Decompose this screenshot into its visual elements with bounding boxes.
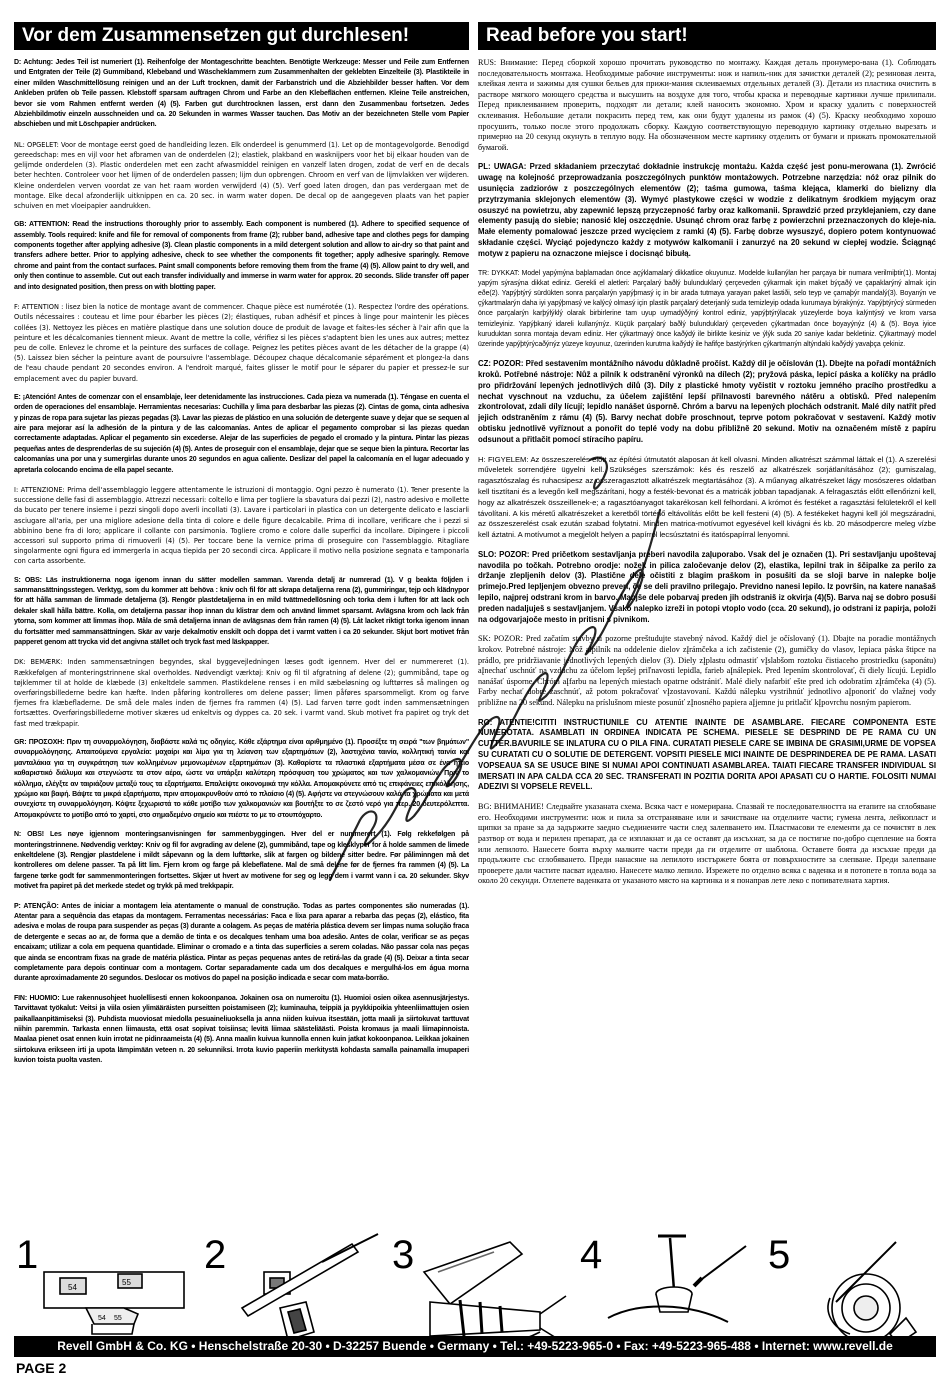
svg-text:55: 55 (114, 1315, 122, 1322)
svg-text:54: 54 (98, 1315, 106, 1322)
svg-text:3: 3 (392, 1233, 415, 1277)
instruction-paragraph: RO: ATENTIE!CITITI INSTRUCTIUNILE CU ATENTIE INAINTE DE ASAMBLARE. FIECARE COMPONENTA ESTE NUMEROTATA. ASAMBLATI IN ORDINEA INDICATA PE SCHEMA. PIESELE SE DESPRIND DE PE RAMA CU UN CUTTER.BAVURILE SE INLATURA CU O PILA FINA. CURATATI PIESELE CARE SE IMBINA DE GRASIMI,URME DE VOPSEA SU CURATATI CU O SOLUTIE DE DETERGENT. VOPSITI PIESELE MICI INAINTE DE DESPRINDEREA DE PE RAMA. LASATI VOPSEAUA SA SE USUCE BINE SI NUMAI APOI CONTINUATI ASAMBLAREA. TAIATI FIECARE TRANSFER INDIVIDUAL SI IMERSATI IN APA CALDA CCA 20 SEC. TRANSFERATI IN POZITIA DORITA APOI APASATI CU O HARTIE. FOLOSITI NUMAI ADEZIVI SI VOPSELE REVELL. (478, 717, 936, 792)
right-column-instructions (478, 58, 936, 1208)
instruction-paragraph: I: ATTENZIONE: Prima dell'assemblaggio leggere attentamente le istruzioni di montaggio. Ogni pezzo è numerato (1). Tener presente la successione delle fasi di assemblaggio. Attrezzi necessari: coltello e lima per togliere la sbavatura dai pezzi (2), nastro adesivo e mollette da bucato per tenere insieme i pezzi singoli dopo averli incollati (3). Lavare i particolari in plastica con un detergente delicato e lasciarli asciugare all'aria, per una migliore adesione della tinta di colore e delle figure decalcabile. Prima di incollare, verificare che i pezzi si abbinino bene fra di loro; applicare il collante con parsimonia. Togliere cromo e colore dalle superfici da incollare. Dipingere i piccoli accessori sul supporto prima di rimuoverli (4) (5). Per toccare bene la vernice prima di proseguire con l'assemblaggio. Ritagliare singolarmente ogni figura ed immergerla in acqua tiepida per 20 secondi circa. Applicare il motivo nella posizione segnata e tamponarla con carta assorbente. (14, 485, 469, 566)
instruction-paragraph: D: Achtung: Jedes Teil ist numeriert (1). Reihenfolge der Montageschritte beachten. Benötigte Werkzeuge: Messer und Feile zum Entfernen und Entgraten der Teile (2) Gummiband, Klebeband und Wäscheklammern zum Zusammenhalten der geklebten Einzelteile (3). Plastikteile in einer milden Waschmittellösung reinigen und an der Luft trocknen, damit der Farbanstrich und die Abziehbilder besser haften. Vor dem Ankleben prüfen ob Teile passen. Klebstoff sparsam auftragen Chrom und Farbe an den Klebeflächen entfernen. Kleine Teile anstreichen, bevor sie vom Rahmen entfernt werden (4) (5). Farben gut durchtrocknen lassen, erst dann den Zusammenbau fortsetzen. Jedes Abziehbildmotiv einzeln ausschneiden und ca. 20 Sekunden in warmes Wasser tauchen. Das Motiv an der bezeichneten Stelle vom Papier abschieben und mit Löschpapier andrücken. (14, 59, 469, 129)
clamped-glued-parts-icon (390, 1232, 570, 1348)
svg-text:55: 55 (122, 1278, 131, 1287)
step-2 (202, 1232, 382, 1348)
step-1 (14, 1232, 194, 1348)
svg-text:2: 2 (204, 1233, 227, 1277)
instruction-paragraph: N: OBS! Les nøye igjennom monteringsanvisningen før sammenbyggingen. Hver del er nummerert (1). Følg rekkefølgen på monteringstrinnene. Nødvendig verktøy: Kniv og fil for avgrading av delene (2), gummibånd, tape og klesklyper for å holde sammen de limede enkeltdelene (3). Rengjør plastdelene i mildt såpevann og la dem lufttørke, slik at fargen og bildene sitter bedre. Før påliminngen må det kontrolleres om delene passer. Ta på litt lim. Fjern krom og farge på klebeflatene. Mal de små delene før de fjernes fra rammen (4) (5). La fargene tørke godt før sammenmonteringen fortsettes. Skjær ut hvert av motivene for seg og legg dem i varmt vann i ca. 20 sekunder. Skyv motivet fra papiret på det merkede stedet og trykk på med trekkpapir. (14, 831, 469, 891)
instruction-paragraph: TR: DYKKAT: Model yapýmýna baþlamadan önce açýklamalarý dikkatlice okuyunuz. Modelde kullanýlan her parçaya bir numara verilmiþtir(1). Montaj yapým sýrasýna dikkat ediniz. Gerekli el aletleri: Parçalarý baðlý bulunduklarý çerçeveden çýkarmak için maket býçaðý ve çapaklarýný almak için eðe(2). Yapýþtýrý sürdükten sonra parçalarýn yapýþmasý iç in bir arada tutmaya yarayan paket lastiði, selo teyp ve çamaþýr mandalý(3). Boyanýn ve çýkartmalarýn daha iyi yapýþmasý ve kalýcý olmasý için plastik parçalarý deterjanlý suda temizleyip odada kurumaya býrakýnýz. Yapýþtýrýcý sürmeden önce parçalarýn karþýlýklý olarak birbirlerine tam uyup uymadýðýný kontrol ediniz, yapýþtýrýlacak yüzeylerde boya kalýntýsý ve krom varsa temizleyiniz. Yapýþkaný idareli kullanýnýz. Küçük parçalarý baðlý bulunduklarý çerçeveden çýkartmadan önce boyayýnýz (4) & (5). Boya iyice kuruduktan sonra montaja devam ediniz. Her çýkartmayý önce kaðýdý ile birlikte kesiniz ve ýlýk suda 20 saniye kadar bekletiniz. Çýkartmayý model üzerinde yapýþtýrýcaðýnýz yüzeye koyunuz, üzerinden kurutma kaðýdý ile hafifçe bastýrýrken çýkartmanýn altýndaki kaðýdý yavaþça çekiniz. (478, 269, 936, 348)
instruction-paragraph: E: ¡Atención! Antes de comenzar con el ensamblaje, leer detenidamente las instrucciones. Cada pieza va numerada (1). Téngase en cuenta el orden de operaciones del ensamblaje. Herramientas necesarias: Cuchilla y lima para desbarbar las piezas (2). Cintas de goma, cinta adhesiva y pinzas de ropa para sujetar las piezas pegadas (3). Lavar las piezas de plástico en una solución de detergente suave y dejar que se sequen al aire para mejorar así la adhesión de la pintura y de las calcomanías. Antes de aplicar el pegamento comprobar si las piezas quedan correctamente adaptadas. Aplicar el pegamento sin excederse. Alejar de las superficies de pegado el cromado y la pintura. Pintar las piezas pequeñas antes de desprenderlas de su sujeción (4) (5). Antes de proseguir con el ensamblaje, dejar que se seque bien la pintura. Recortar las calcomanías una por una y sumergirlas durante unos 20 segundos en agua caliente. Deslizar del papel la calcomanía en el lugar adecuado y apretarla colocando encima de ella papel secante. (14, 393, 469, 474)
instruction-paragraph: FIN: HUOMIO: Lue rakennusohjeet huolellisesti ennen kokoonpanoa. Jokainen osa on numeroitu (1). Huomioi osien oikea asennusjärjestys. Tarvittavat työkalut: Veitsi ja viila osien ylimääräisten purseitten poistamiseen (2); kuminauha, teippiä ja pyykkipoikia yhteenliimattujen osien paikallaanpitämiseksi (3). Puhdista muoviosat miedolla pesuaineliuoksella ja anna niiden kuivua itsestään, jotta maali ja siirtokuvat tarttuvat niihin paremmin. Tarkasta ennen liimausta, että osat sopivat toisiinsa; levitä liimaa säästeliäästi. Poista kromaus ja maali liimapinnoista. Maalaa pienet osat ennen kuin irrotat ne pidinraameista (4) (5). Anna maalin kuivua kunnolla ennen kuin jatkat kokoonpanoa. Leikkaa jokainen siirtokuva erikseen irti ja upota lämpimään veteen n. 20 sekunniksi. Irrota kuvio paperiin merkitystä kohdasta samalla painamalla imupaperi kuvion toista puolta vasten. (14, 994, 469, 1065)
applying-decal-icon (766, 1232, 946, 1348)
step-5 (766, 1232, 946, 1348)
page-number: PAGE 2 (16, 1360, 67, 1376)
instruction-paragraph: P: ATENÇÃO: Antes de iniciar a montagem leia atentamente o manual de construção. Todas as partes componentes são numeradas (1). Atentar para a sequência das etapas da montagem. Ferramentas necessárias: Faca e lixa para aparar a rebarba das peças (2), elástico, fita adesiva e molas de roupa para suspender as peças (3) durante a colagem. As peças de matéria plástica devem ser limpas numa solução fraca de detergente e secas ao ar, de forma que a demão de tinta e os decalques tenham uma boa adesão. Antes de colar, verificar se as peças encaixam; utilizar a cola em pequena quantidade. Eliminar o cromado e a tinta das superfícies a serem coladas. Não passar cola nas peças que ainda se encontram fixas na grade de matéria plástica. Pintar as peças pequenas antes de retirá-las da grade (4) (5). Deixar a tinta secar completamente para depois continuar com a montagem. Cortar separadamente cada um dos decalques e mergulhá-los em água morna durante aproximadamente 20 segundos. Deslocar os motivos do papel na posição indicada e secar com mata-borrão. (14, 902, 469, 983)
knife-and-file-icon (202, 1232, 382, 1348)
assembly-steps-illustrations (14, 1232, 936, 1348)
left-column-instructions (14, 58, 469, 1208)
instruction-paragraph: S: OBS: Läs instruktionerna noga igenom innan du sätter modellen samman. Varenda detalj är numrerad (1). V g beakta följden i sammansättningsstegen. Verktyg, som du kommer att behöva : kniv och fil för att skrapa detaljerna rena (2), gummiringar, tejp och klädnypor för att hålla samman de limmade detaljerna (3). Rengör plastdetaljerna in en mild tvättmedellösning och torka dem i luften för att lack och dekaler skall hålla bättre. Kolla, om detaljerna passar ihop innan du klistrar dem och använd limmet sparsamt. Avlägsna krom och lack från ytorna, som kommer att limmas ihop. Måla de små detaljerna innan de avlägsnas dem från ramen (4) (5). Låt lacket riktigt torka igenom innan du fortsätter med sammansättningen. Skär av varje dekalmotiv enskilt och doppa det i varmt vatten i ca 20 sekunder. Skjut bort motivet från papperet genom att trycka vid det angivna stället och tryck fast med läskpapper. (14, 576, 469, 647)
instruction-paragraph: SK: POZOR: Pred začatím stavby si pozorne preštudujte stavebný návod. Každý diel je očíslovaný (1). Dbajte na poradie montážnych krokov. Potrebné nástroje: Nôž alpilník na oddelenie dielov zĮrámčeka a ich začistenie (2), gumičky do vlasov, lepiaca páska štipce na prádlo, pre pridržiavanie jednotlivých lepených dielov (3). Diely zĮplastu odmastiť vĮslabšom roztoku čistiaceho prostriedku (saponátu) aĮnechať uschnúť na vzduchu za účelom lepšej priľnavosti lepidla, farieb aĮnálepiek. Pred lepením skontrolovať, či diely lícujú. Lepidlo nanášať úsporne. Chróm aĮfarbu na lepených miestach opatrne odstrániť. Malé diely nafarbiť ešte pred ich odobratím zĮrámčeka (4) (5). Farby nechať dobre zaschnúť, až potom pokračovať vĮzostavovaní. Každú nálepku vystrihnúť jednotlivo aĮponoriť do vlažnej vody približne na 20 sekúnd. Nálepku na príslušnom mieste posunúť zĮnosného papiera aĮjemne ju pritlačiť kĮpovrchu nosným papierom. (478, 634, 936, 708)
instruction-paragraph: F: ATTENTION : lisez bien la notice de montage avant de commencer. Chaque pièce est numérotée (1). Respectez l'ordre des opérations. Outils nécessaires : couteau et lime pour ébarber les pièces (2); élastiques, ruban adhésif et pinces à linge pour maintenir les pièces collées (3). Nettoyez les pièces en matière plastique dans une solution douce de produit de lavage et faites-les sécher à l'air afin que la peinture et les décalcomanies tiennent mieux. Avant de mettre la colle, vérifiez si les pièces s'adaptent bien les unes aux autres; mettez peu de colle. Enlevez le chrome et la peinture des surfaces de collage. Peignez les petites pièces avant de les détacher de la grappe (4)(5). Laissez bien sécher la peinture avant de poursuivre l'assemblage. Découpez chaque décalcomanie séparément et plongez-la dans de l'eau chaude pendant 20 secondes environ. A l'endroit marqué, faites glisser le motif pour le séparer du papier et pressez-le sur emplacement avec du papier buvard. (14, 303, 469, 383)
instruction-paragraph: RUS: Внимание: Перед сборкой хорошо прочитать руководство по монтажу. Каждая деталь пронумеро-вана (1). Соблюдать последовательность монтажа. Необходимые рабочие инструменты: нож и напиль-ник для зачистки деталей (2); резиновая лента, клейкая лента и зажимы для сушки бельев для прижи-мания склеиваемых отдельных деталей (3). Детали из пластика очистить в растворе мягкого моющего средства и высушить на воздухе для того, чтобы краска и переводные картинки лучше прилипали. Перед приклеиванием проверить, подходят ли детали; клей наносить экономно. Хром и краску удалить с поверхностей склеивания. Небольшие детали покрасить перед тем, как они будут удалены из рамок (4) (5). Краску необходимо хорошо просушить, только после этого продолжать сборку. Каждую соответствующую переводную картинку отдельно вырезать и примерно на 20 секунд окунуть в теплую воду. На обозначенном месте картинку отделить от бумаги и прижать промокательной бумагой. (478, 58, 936, 152)
instruction-paragraph: H: FIGYELEM: Az összeszerelés előtt az építési útmutatót alaposan át kell olvasni. Minden alkatrészt számmal láttak el (1). A szerelési műveletek sorrendjére ügyelni kell. Szükséges szerszámok: kés és reszelő az alkatrészek sorjátlanításához (2); gumiszalag, ragasztószalag és ruhacsipesz az összeragasztott alkatrészek megtartásához (3). A műanyag alkatrészeket lágy mosószeres oldatban kell tisztítani és a levegőn kell megszárítani, hogy a festék-bevonat és a matricák jobban tapadjanak. A felragasztás előtt ellenőrizni kell, hogy az alkatrészek összeillenek-e; a ragasztóanyagot takarékosan kell felhordani. A krómot és festéket a ragasztási felületekről el kell távolítani. A kis méretű alkatrészeket a keretből történő eltávolítás előtt be kell festeni (4) (5). A festékeket hagyni kell jól megszáradni, az összeszerelést csak ezután szabad folytatni. Minden matrica-motívumot egyesével kell kivágni és kb. 20 másodpercre meleg vízbe kell áztatni. A motívumot a megjelölt helyen a papírról lecsúsztatni és itatóspapírral lenyomni. (478, 454, 936, 540)
header-left-title: Vor dem Zusammensetzen gut durchlesen! (14, 22, 469, 50)
svg-text:4: 4 (580, 1233, 603, 1277)
numbered-parts-frame-icon (14, 1232, 194, 1348)
instruction-paragraph: BG: ВНИМАНИЕ! Следвайте указаната схема. Всяка част е номерирана. Спазвай те последователността на етапите на сглобяване его. Необходими инструменти: нож и пила за отстраняване или и зачистване на отделните части; гумена лента, лейкопласт и щипки за пране за да задържите заедно съединените части след залепването им. Пластмасови те елементи да се почистят в лек разтвор от вода и перилен препарат, да се изплакнат и да се оставят да изсъхнат, за да се постигне по-добро сцепление на боята или лепилото. Нанесете боята върху малките части преди да ги отделите от шаблона. Оставете боята да изсъхне преди да продължите със сглобяването. Преди нанасяне на лепилото изстържете боята от повърхностите за слепване. Преди залепване проверете дали частите пасват идеално. Нанесете малко лепило. Изрежете по отделно всяка с ваденка и я потопете в топла вода за около 20 секунди. Отлепете ваденката от указаното място на картинка и я понаправ лете леко с попивателната хартия. (478, 802, 936, 886)
painting-part-on-sprue-icon (578, 1232, 758, 1348)
instruction-paragraph: NL: OPGELET: Voor de montage eerst goed de handleiding lezen. Elk onderdeel is genummerd (1). Let op de montagevolgorde. Benodigd gereedschap: mes en vijl voor het afbramen van de onderdelen (2); elastiek, plakband en wasknijpers voor het bij elkaar houden van de gelijmde onderdelen (3). Plastic onderdelen met een zacht afwasmiddel reinigen en vanzelf laten drogen, zodat de verf en de decals beter hechten. Controleer voor het lijmen of de onderdelen passen; lijm dun opbrengen. Chroom en verf van de lijmvlakken ver wijderen. Kleine onderdelen verven voordat ze van het raam worden verwijderd (4) (5). Verf goed laten drogen, dan pas verdergaan met de montage. Elke decal afzonderlijk uitknippen en ca. 20 sec. in warm water dopen. De decal op de aangegeven plaats van het papier schuiven en met vloeipapier aandrukken. (14, 140, 469, 211)
step-3 (390, 1232, 570, 1348)
step-4 (578, 1232, 758, 1348)
svg-text:1: 1 (16, 1233, 39, 1277)
instruction-paragraph: CZ: POZOR: Před sestavením montážního návodu důkladně pročíst. Každý díl je očíslován (1). Dbejte na pořadí montážních kroků. Potřebné nástroje: Nůž a pilník k odstranění výronků na dílech (2); pryžová páska, lepicí páska a kolíčky na prádlo pro přidržování lepených jednotlivých dílů (3). Díly z plastické hmoty vyčistit v roztoku jemného pracího prostředku a nechat vyschnout na vzduchu, za účelem zajištění lepší přilnavosti barevného nátěru a obtisků. Před nalepením zkontrolovat, zdali díly lícují; lepidlo nanášet úsporně. Chróm a barvu na lepených plochách odstranit. Malé díly natřít před jejich odstraněním z rámu (4) (5). Barvy nechat dobře proschnout, teprve potom pokračovat v sestavení. Každý motiv obtisku jednotlivě vyříznout a ponořit do teplé vody na dobu přibližně 20 sekund. Motiv na označeném místě z papíru odsunout a přitlačit pomocí stíracího papíru. (478, 359, 936, 444)
footer-contact-bar: Revell GmbH & Co. KG • Henschelstraße 20-30 • D-32257 Buende • Germany • Tel.: +49-5223-965-0 • Fax: +49-5223-965-488 • Internet: www.revell.de (14, 1336, 936, 1357)
header-right-title: Read before you start! (478, 22, 936, 50)
instruction-paragraph: GR: ΠΡΟΣΟΧΗ: Πριν τη συναρμολόγηση, διαβάστε καλά τις οδηγίες. Κάθε εξάρτημα είναι αριθμημένο (1). Προσέξτε τη σειρά "των βημάτων" συναρμολόγησης. Απαιτούμενα εργαλεία: μαχαίρι και λίμα για τη λείανση των εξαρτημάτων (2), λαστιχένια ταινία, κολλητική ταινία και μανταλάκια για τη συγκράτηση των κολλημένων μεμονωμένων εξαρτημάτων (3). Καθαρίστε τα πλαστικά εξαρτήματα μέσα σε ένα ήπιο καθαριστικό διάλυμα και στεγνώστε τα στον αέρα, ώστε να υπάρξει καλύτερη πρόσφυση του χρώματος και των χαλκομανιών. Πριν το κόλλημα, ελέγξτε αν ταιριάζουν μεταξύ τους τα εξαρτήματα. Επαλείψτε οικονομικά την κόλλα. Απομακρύνετε από τις επιφάνειες επικόλλησης, χρώμιο και βαφή. Βάψτε τα μικρά εξαρτήματα, πριν απομακρυνθούν από το πλαίσιο (4) (5). Αφήστε να στεγνώσουν καλά τα χρώματα και μετά συνεχίστε τη συναρμολόγηση. Κόψτε ξεχωριστά το κάθε μοτίβο των χαλκομανιών και βουτήξτε το σε ζεστό νερό για περ. 20 δευτερόλεπτα. Απομακρύνετε το μοτίβο από το χαρτί, στο σημαδεμένο σημείο και πιέστε το με το στουπόχαρτο. (14, 738, 469, 819)
instruction-paragraph: DK: BEMÆRK: Inden sammensætningen begyndes, skal byggevejledningen læses godt igennem. Hver del er nummereret (1). Rækkefølgen af monteringstrinnene skal overholdes. Nødvendigt værktøj: Kniv og fil til afgratning af delene (2); gummibånd, tape og tøjklemmer til at holde de klæbede (3) enkeltdele sammen. Plastikdelene renses i en mild sæbeløsning og lufttørres så malingen og overføringsbillederne bedre kan hæfte. Inden påføring kontrolleres om delene passer; limen påføres sparsommeligt. Krom og farve fjernes fra klæbefladerne. De små dele males inden de fjernes fra rammen (4) (5). Lad farven tørre godt inden sammensætningen fortsættes. Overføringsbillederne motiver skæres ud enkeltvis og dyppes ca. 20 sek. i varmt vand. Skub motivet fra papiret og tryk det fast med trækpapir. (14, 658, 469, 728)
svg-text:5: 5 (768, 1233, 791, 1277)
instruction-paragraph: GB: ATTENTION: Read the instructions thoroughly prior to assembly. Each component is numbered (1). Adhere to specified sequence of assembly. Tools required: knife and file for removal of components from frame (2); rubber band, adhesive tape and clothes pegs for damping components together after applying adhesive (3). Clean plastic components in a mild detergent solution and allow to air-dry so that paint and transfers adhere better. Prior to applying adhesive, check to see whether the components fit together; apply adhesive sparingly. Remove chrome and paint from the contact surfaces. Paint small components before removing them from the frame (4) (5). Allow paint to dry well, and only then continue to assemble. Cut out each transfer individually and immerse in warm water for approx. 20 seconds. Slide transfer off paper and into designated position, then press on with blotting paper. (14, 221, 469, 291)
instruction-paragraph: PL: UWAGA: Przed składaniem przeczytać dokładnie instrukcję montażu. Każda część jest ponu-merowana (1). Zwrócić uwagę na kolejność przeprowadzania poszczególnych punktów montażowych. Potrzebne narzędzia: nóż oraz pilnik do usunięcia zadziorów z poszczególnych elementów (2); taśma gumowa, taśma klejąca, klamerki do bielizny dla przytrzymania sklejonych elementów (3). Wymyć plastykowe części w wodzie z delikatnym środkiem myjącym oraz osuszyć na powietrzu, aby zapewnić lepszą przyczepność farby oraz kalkomanii. Sprawdzić przed przyklejaniem, czy dane elementy pasują do siebie; nanosić klej oszczędnie. Usunąć chrom oraz farbę z powierzchni przeznaczonych do kleje-nia. Małe elementy pomalować jeszcze przed wycięciem z ramki (4) (5). Farbę dobrze wysuszyć, dopiero potem kontynuować składanie części. Wyciąć pojedynczo każdy z motywów kalkomanii i zanurzyć na 20 sekund w ciepłej wodzie. Ściągnąć motyw z papieru na oznaczone miejsce i docisnąć bibułą. (478, 162, 936, 258)
instruction-paragraph: SLO: POZOR: Pred pričetkom sestavljanja preberi navodila zaĮuporabo. Vsak del je označen (1). Pri sestavljanju upoštevaj navodila po točkah. Potrebno orodje: nožek in pilica zaločevanje delov (2), elastika, lepilni trak in ščipalke za perilo za držanje zlepljenih delov (3). Plastične dele očistiti z blagim praškom in posušiti da se sloji barve in nalepke bolje primejo.Pred lepljenjem obvezno preveri, če se deli pravilno prilegajo. Previdno nanesi lepilo. Iz površin, na katere nanašaš lepilo, najprej odstrani krom in barvo. Manjše dele pobarvaj preden jih odstraniš iz okvirja (4)(5). Barva naj se dobro posuši preden nadaljuješ s sestavljanjem. Vsako nalepko izreži in potopi vtoplo vodo (cca. 20 sekund), jo odstrani iz papirja, položi na odgovarjajoče mesto in pritisni s pivnikom. (478, 549, 936, 624)
svg-text:54: 54 (68, 1283, 77, 1292)
